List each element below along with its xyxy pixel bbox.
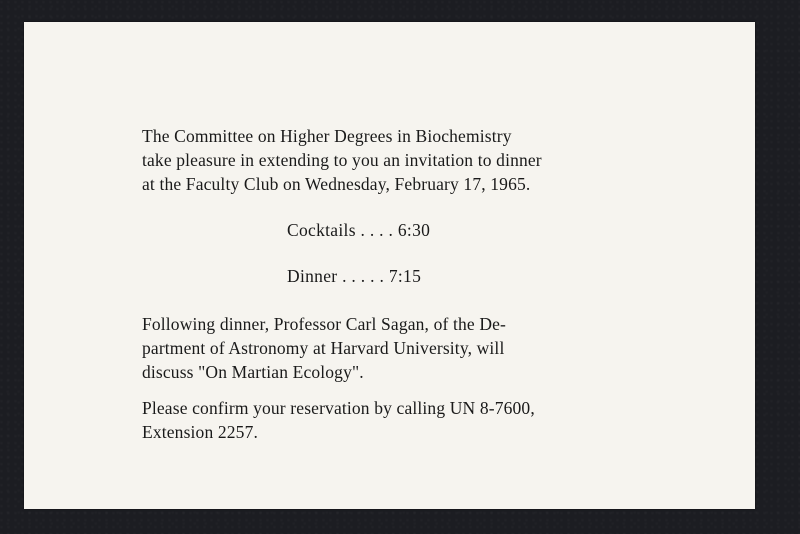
intro-paragraph bbox=[142, 124, 542, 196]
lecture-line-2: partment of Astronomy at Harvard University, will bbox=[142, 338, 505, 358]
intro-line-1: The Committee on Higher Degrees in Biochemistry bbox=[142, 126, 512, 146]
rsvp-line-2: Extension 2257. bbox=[142, 422, 258, 442]
rsvp-paragraph bbox=[142, 396, 535, 444]
rsvp-line-1: Please confirm your reservation by calling UN 8-7600, bbox=[142, 398, 535, 418]
invitation-card bbox=[24, 22, 755, 509]
cocktails-time: Cocktails . . . . 6:30 bbox=[287, 220, 431, 240]
lecture-line-3: discuss "On Martian Ecology". bbox=[142, 362, 364, 382]
dinner-time: Dinner . . . . . 7:15 bbox=[287, 266, 422, 286]
intro-line-2: take pleasure in extending to you an invitation to dinner bbox=[142, 150, 542, 170]
lecture-paragraph bbox=[142, 312, 506, 384]
intro-line-3: at the Faculty Club on Wednesday, February 17, 1965. bbox=[142, 174, 531, 194]
lecture-line-1: Following dinner, Professor Carl Sagan, of the De- bbox=[142, 314, 507, 334]
